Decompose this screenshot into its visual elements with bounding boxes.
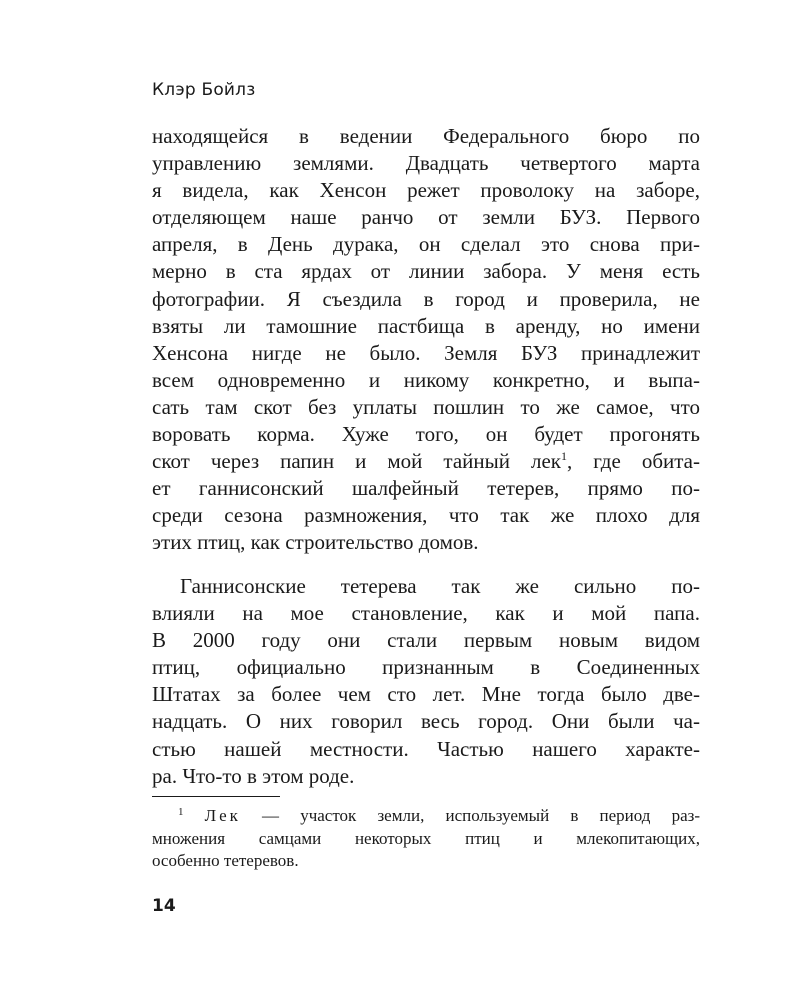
text-line: всем одновременно и никому конкретно, и выпа- xyxy=(152,367,700,392)
footnote-text: — участок земли, используемый в период раз- xyxy=(240,806,701,825)
text-line-with-footnote-ref xyxy=(152,448,700,475)
paragraph-2 xyxy=(152,573,700,790)
text-line: стью нашей местности. Частью нашего характе- xyxy=(152,736,700,761)
footnote-line: особенно тетеревов. xyxy=(152,851,299,870)
footnote xyxy=(152,805,700,873)
page-number: 14 xyxy=(152,896,176,916)
footnote-term: Лек xyxy=(204,806,241,825)
footnote-divider xyxy=(152,796,280,797)
text-line: влияли на мое становление, как и мой папа. xyxy=(152,601,700,626)
footnote-line: множения самцами некоторых птиц и млекопитающих, xyxy=(152,828,700,848)
text-line: Ганнисонские тетерева так же сильно по- xyxy=(180,574,700,598)
text-line: В 2000 году они стали первым новым видом xyxy=(152,628,700,653)
text-line: сать там скот без уплаты пошлин то же самое, что xyxy=(152,394,700,419)
text-line: птиц, официально признанным в Соединенных xyxy=(152,655,700,680)
text-line: я видела, как Хенсон режет проволоку на заборе, xyxy=(152,178,700,203)
footnote-reference[interactable]: 1 xyxy=(560,449,567,464)
text-line: ра. Что-то в этом роде. xyxy=(152,763,355,788)
text-line: апреля, в День дурака, он сделал это снова при- xyxy=(152,232,700,257)
paragraph-1 xyxy=(152,123,700,557)
text-line: Хенсона нигде не было. Земля БУЗ принадлежит xyxy=(152,340,700,365)
text-line: воровать корма. Хуже того, он будет прогонять xyxy=(152,422,700,447)
text-line: надцать. О них говорил весь город. Они были ча- xyxy=(152,709,700,734)
text-line: управлению землями. Двадцать четвертого марта xyxy=(152,151,700,176)
text-line: взяты ли тамошние пастбища в аренду, но имени xyxy=(152,313,700,338)
text-line: находящейся в ведении Федерального бюро по xyxy=(152,124,700,148)
text-line: отделяющем наше ранчо от земли БУЗ. Первого xyxy=(152,205,700,230)
text-line: этих птиц, как строительство домов. xyxy=(152,530,479,555)
footnote-marker: 1 xyxy=(178,806,184,818)
text-fragment: скот через папин и мой тайный лек xyxy=(152,449,561,474)
text-line: среди сезона размножения, что так же плохо для xyxy=(152,503,700,528)
text-line: Штатах за более чем сто лет. Мне тогда было две- xyxy=(152,682,700,707)
running-header-author: Клэр Бойлз xyxy=(152,80,256,100)
text-line: фотографии. Я съездила в город и проверила, не xyxy=(152,286,700,311)
text-fragment: , где обита- xyxy=(566,449,700,474)
footnote-line xyxy=(152,805,700,828)
text-line: ет ганнисонский шалфейный тетерев, прямо по- xyxy=(152,476,700,501)
text-line: мерно в ста ярдах от линии забора. У меня есть xyxy=(152,259,700,284)
